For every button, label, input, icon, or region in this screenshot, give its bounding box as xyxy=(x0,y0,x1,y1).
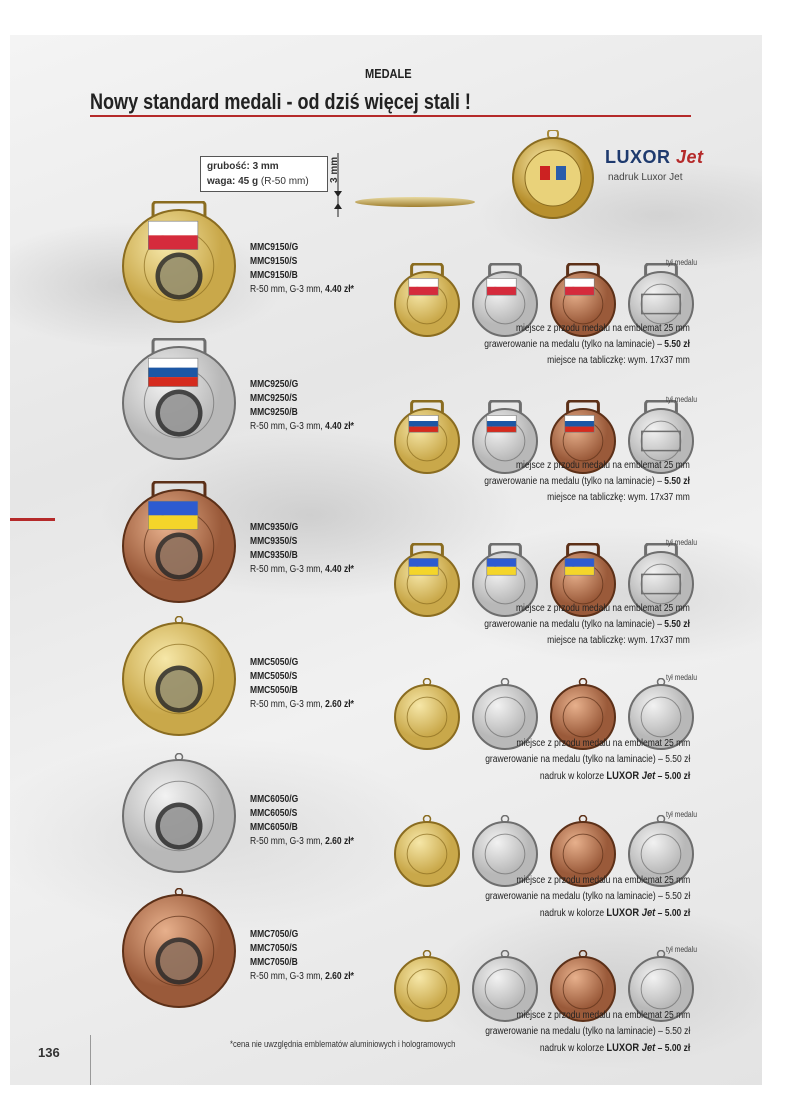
weight-note: (R-50 mm) xyxy=(260,176,309,187)
soccer-player-icon xyxy=(170,263,171,264)
table-tennis-icon xyxy=(170,543,171,544)
engraving-note: grawerowanie na medalu (tylko na laminacie) – 5.50 zł xyxy=(484,1026,690,1037)
medal-edge-illustration xyxy=(355,197,475,207)
title-underline xyxy=(90,115,691,117)
thickness-label: grubość: xyxy=(207,161,250,172)
product-codes xyxy=(250,521,354,577)
number-three-icon xyxy=(170,950,171,951)
product-code: MMC9150/S xyxy=(250,256,298,267)
variant-medal-gold xyxy=(392,400,462,482)
engraving-note: grawerowanie na medalu (tylko na laminacie) – 5.50 zł xyxy=(484,891,690,902)
unit-price: 4.40 zł* xyxy=(325,564,354,575)
product-code: MMC5050/G xyxy=(250,657,299,668)
size-spec: R-50 mm, G-3 mm, xyxy=(250,421,326,432)
emblem-note: miejsce z przodu medalu na emblemat 25 mm xyxy=(516,738,690,749)
product-code: MMC6050/G xyxy=(250,794,299,805)
size-spec: R-50 mm, G-3 mm, xyxy=(250,699,326,710)
plate-note: miejsce na tabliczkę: wym. 17x37 mm xyxy=(547,635,690,646)
emblem-note: miejsce z przodu medalu na emblemat 25 mm xyxy=(516,875,690,886)
back-label: tył medalu xyxy=(666,395,697,404)
product-codes xyxy=(250,241,354,297)
back-label: tył medalu xyxy=(666,945,697,954)
luxor-inline-brand: LUXOR xyxy=(606,907,639,919)
medal-notes xyxy=(484,601,690,649)
plate-note: miejsce na tabliczkę: wym. 17x37 mm xyxy=(547,492,690,503)
engraving-text: grawerowanie na medalu (tylko na laminacie) – xyxy=(484,339,665,350)
weight-value: 45 g xyxy=(238,176,259,187)
luxor-inline-suffix: Jet xyxy=(641,770,656,782)
product-code: MMC6050/B xyxy=(250,822,298,833)
luxor-brand-suffix: Jet xyxy=(676,147,704,167)
luxor-jet-inline-logo xyxy=(606,1042,655,1054)
weight-label: waga: xyxy=(207,176,236,187)
price-footnote: *cena nie uwzględnia emblematów aluminiowych i hologramowych xyxy=(230,1039,456,1049)
print-price: – 5.00 zł xyxy=(657,771,690,782)
page-number: 136 xyxy=(38,1045,60,1060)
print-text: nadruk w kolorze xyxy=(539,771,607,782)
engraving-text: grawerowanie na medalu (tylko na laminacie) – xyxy=(484,476,665,487)
main-medal-mmc7050 xyxy=(120,888,238,1018)
product-code: MMC9350/G xyxy=(250,522,299,533)
unit-price: 4.40 zł* xyxy=(325,421,354,432)
medal-notes xyxy=(484,458,690,506)
back-label: tył medalu xyxy=(666,673,697,682)
unit-price: 2.60 zł* xyxy=(325,836,354,847)
unit-price: 2.60 zł* xyxy=(325,971,354,982)
product-code: MMC5050/B xyxy=(250,685,298,696)
engraving-note xyxy=(484,337,690,353)
product-code: MMC6050/S xyxy=(250,808,298,819)
unit-price: 2.60 zł* xyxy=(325,699,354,710)
luxor-brand: LUXOR xyxy=(605,147,671,167)
print-note xyxy=(485,768,690,785)
luxor-inline-suffix: Jet xyxy=(641,1042,656,1054)
product-code: MMC9250/G xyxy=(250,379,299,390)
size-spec: R-50 mm, G-3 mm, xyxy=(250,284,326,295)
product-code: MMC7050/B xyxy=(250,957,298,968)
engraving-note: grawerowanie na medalu (tylko na laminacie) – 5.50 zł xyxy=(484,754,690,765)
main-medal-mmc9250 xyxy=(120,338,238,468)
variant-medal-gold xyxy=(392,815,462,897)
print-note xyxy=(485,905,690,922)
size-and-price xyxy=(250,971,354,982)
product-code: MMC9150/B xyxy=(250,270,298,281)
print-price: – 5.00 zł xyxy=(657,1043,690,1054)
margin-marker xyxy=(10,518,55,521)
variant-medal-gold xyxy=(392,950,462,1032)
swimmer-icon xyxy=(170,815,171,816)
back-label: tył medalu xyxy=(666,810,697,819)
football-players-icon xyxy=(170,678,171,679)
size-and-price xyxy=(250,564,354,575)
variant-medal-gold xyxy=(392,263,462,345)
product-code: MMC7050/G xyxy=(250,929,299,940)
variant-medal-gold xyxy=(392,678,462,760)
medal-notes xyxy=(485,1008,690,1057)
product-code: MMC9150/G xyxy=(250,242,299,253)
thickness-dimension-label: 3 mm xyxy=(329,156,340,183)
medal-notes xyxy=(484,321,690,369)
engraving-text: grawerowanie na medalu (tylko na laminacie) – xyxy=(484,619,665,630)
size-and-price xyxy=(250,836,354,847)
luxor-sample-medal xyxy=(508,130,598,220)
luxor-inline-suffix: Jet xyxy=(641,907,656,919)
medal-notes xyxy=(485,736,690,785)
luxor-inline-brand: LUXOR xyxy=(606,1042,639,1054)
emblem-note: miejsce z przodu medalu na emblemat 25 mm xyxy=(516,1010,690,1021)
engraving-note xyxy=(484,617,690,633)
spec-box xyxy=(200,156,328,192)
size-and-price xyxy=(250,699,354,710)
section-label: MEDALE xyxy=(365,66,412,81)
basketball-hoop-icon xyxy=(170,400,171,401)
main-medal-mmc6050 xyxy=(120,753,238,883)
catalog-page xyxy=(10,35,762,1085)
variant-medal-gold xyxy=(392,543,462,625)
size-spec: R-50 mm, G-3 mm, xyxy=(250,836,326,847)
engraving-note xyxy=(484,474,690,490)
main-medal-mmc9150 xyxy=(120,201,238,331)
print-text: nadruk w kolorze xyxy=(539,1043,607,1054)
emblem-note: miejsce z przodu medalu na emblemat 25 mm xyxy=(516,603,690,614)
engraving-price: 5.50 zł xyxy=(664,619,690,630)
luxor-jet-inline-logo xyxy=(606,770,655,782)
page-number-divider xyxy=(90,1035,91,1085)
product-code: MMC9350/S xyxy=(250,536,298,547)
product-code: MMC9250/B xyxy=(250,407,298,418)
product-code: MMC7050/S xyxy=(250,943,298,954)
product-code: MMC9250/S xyxy=(250,393,298,404)
product-code: MMC9350/B xyxy=(250,550,298,561)
print-text: nadruk w kolorze xyxy=(539,908,607,919)
medal-notes xyxy=(485,873,690,922)
emblem-note: miejsce z przodu medalu na emblemat 25 mm xyxy=(516,323,690,334)
plate-note: miejsce na tabliczkę: wym. 17x37 mm xyxy=(547,355,690,366)
product-codes xyxy=(250,928,354,984)
product-codes xyxy=(250,793,354,849)
page-title: Nowy standard medali - od dziś więcej stali ! xyxy=(90,89,471,114)
luxor-caption: nadruk Luxor Jet xyxy=(608,172,683,183)
size-spec: R-50 mm, G-3 mm, xyxy=(250,564,326,575)
main-medal-mmc5050 xyxy=(120,616,238,746)
back-label: tył medalu xyxy=(666,258,697,267)
engraving-price: 5.50 zł xyxy=(664,476,690,487)
print-price: – 5.00 zł xyxy=(657,908,690,919)
luxor-inline-brand: LUXOR xyxy=(606,770,639,782)
product-codes xyxy=(250,656,354,712)
luxor-jet-logo xyxy=(605,147,704,168)
size-and-price xyxy=(250,284,354,295)
luxor-jet-inline-logo xyxy=(606,907,655,919)
unit-price: 4.40 zł* xyxy=(325,284,354,295)
size-spec: R-50 mm, G-3 mm, xyxy=(250,971,326,982)
product-codes xyxy=(250,378,354,434)
print-note xyxy=(485,1040,690,1057)
product-code: MMC5050/S xyxy=(250,671,298,682)
engraving-price: 5.50 zł xyxy=(664,339,690,350)
main-medal-mmc9350 xyxy=(120,481,238,611)
back-label: tył medalu xyxy=(666,538,697,547)
size-and-price xyxy=(250,421,354,432)
emblem-note: miejsce z przodu medalu na emblemat 25 mm xyxy=(516,460,690,471)
thickness-value: 3 mm xyxy=(252,161,279,172)
